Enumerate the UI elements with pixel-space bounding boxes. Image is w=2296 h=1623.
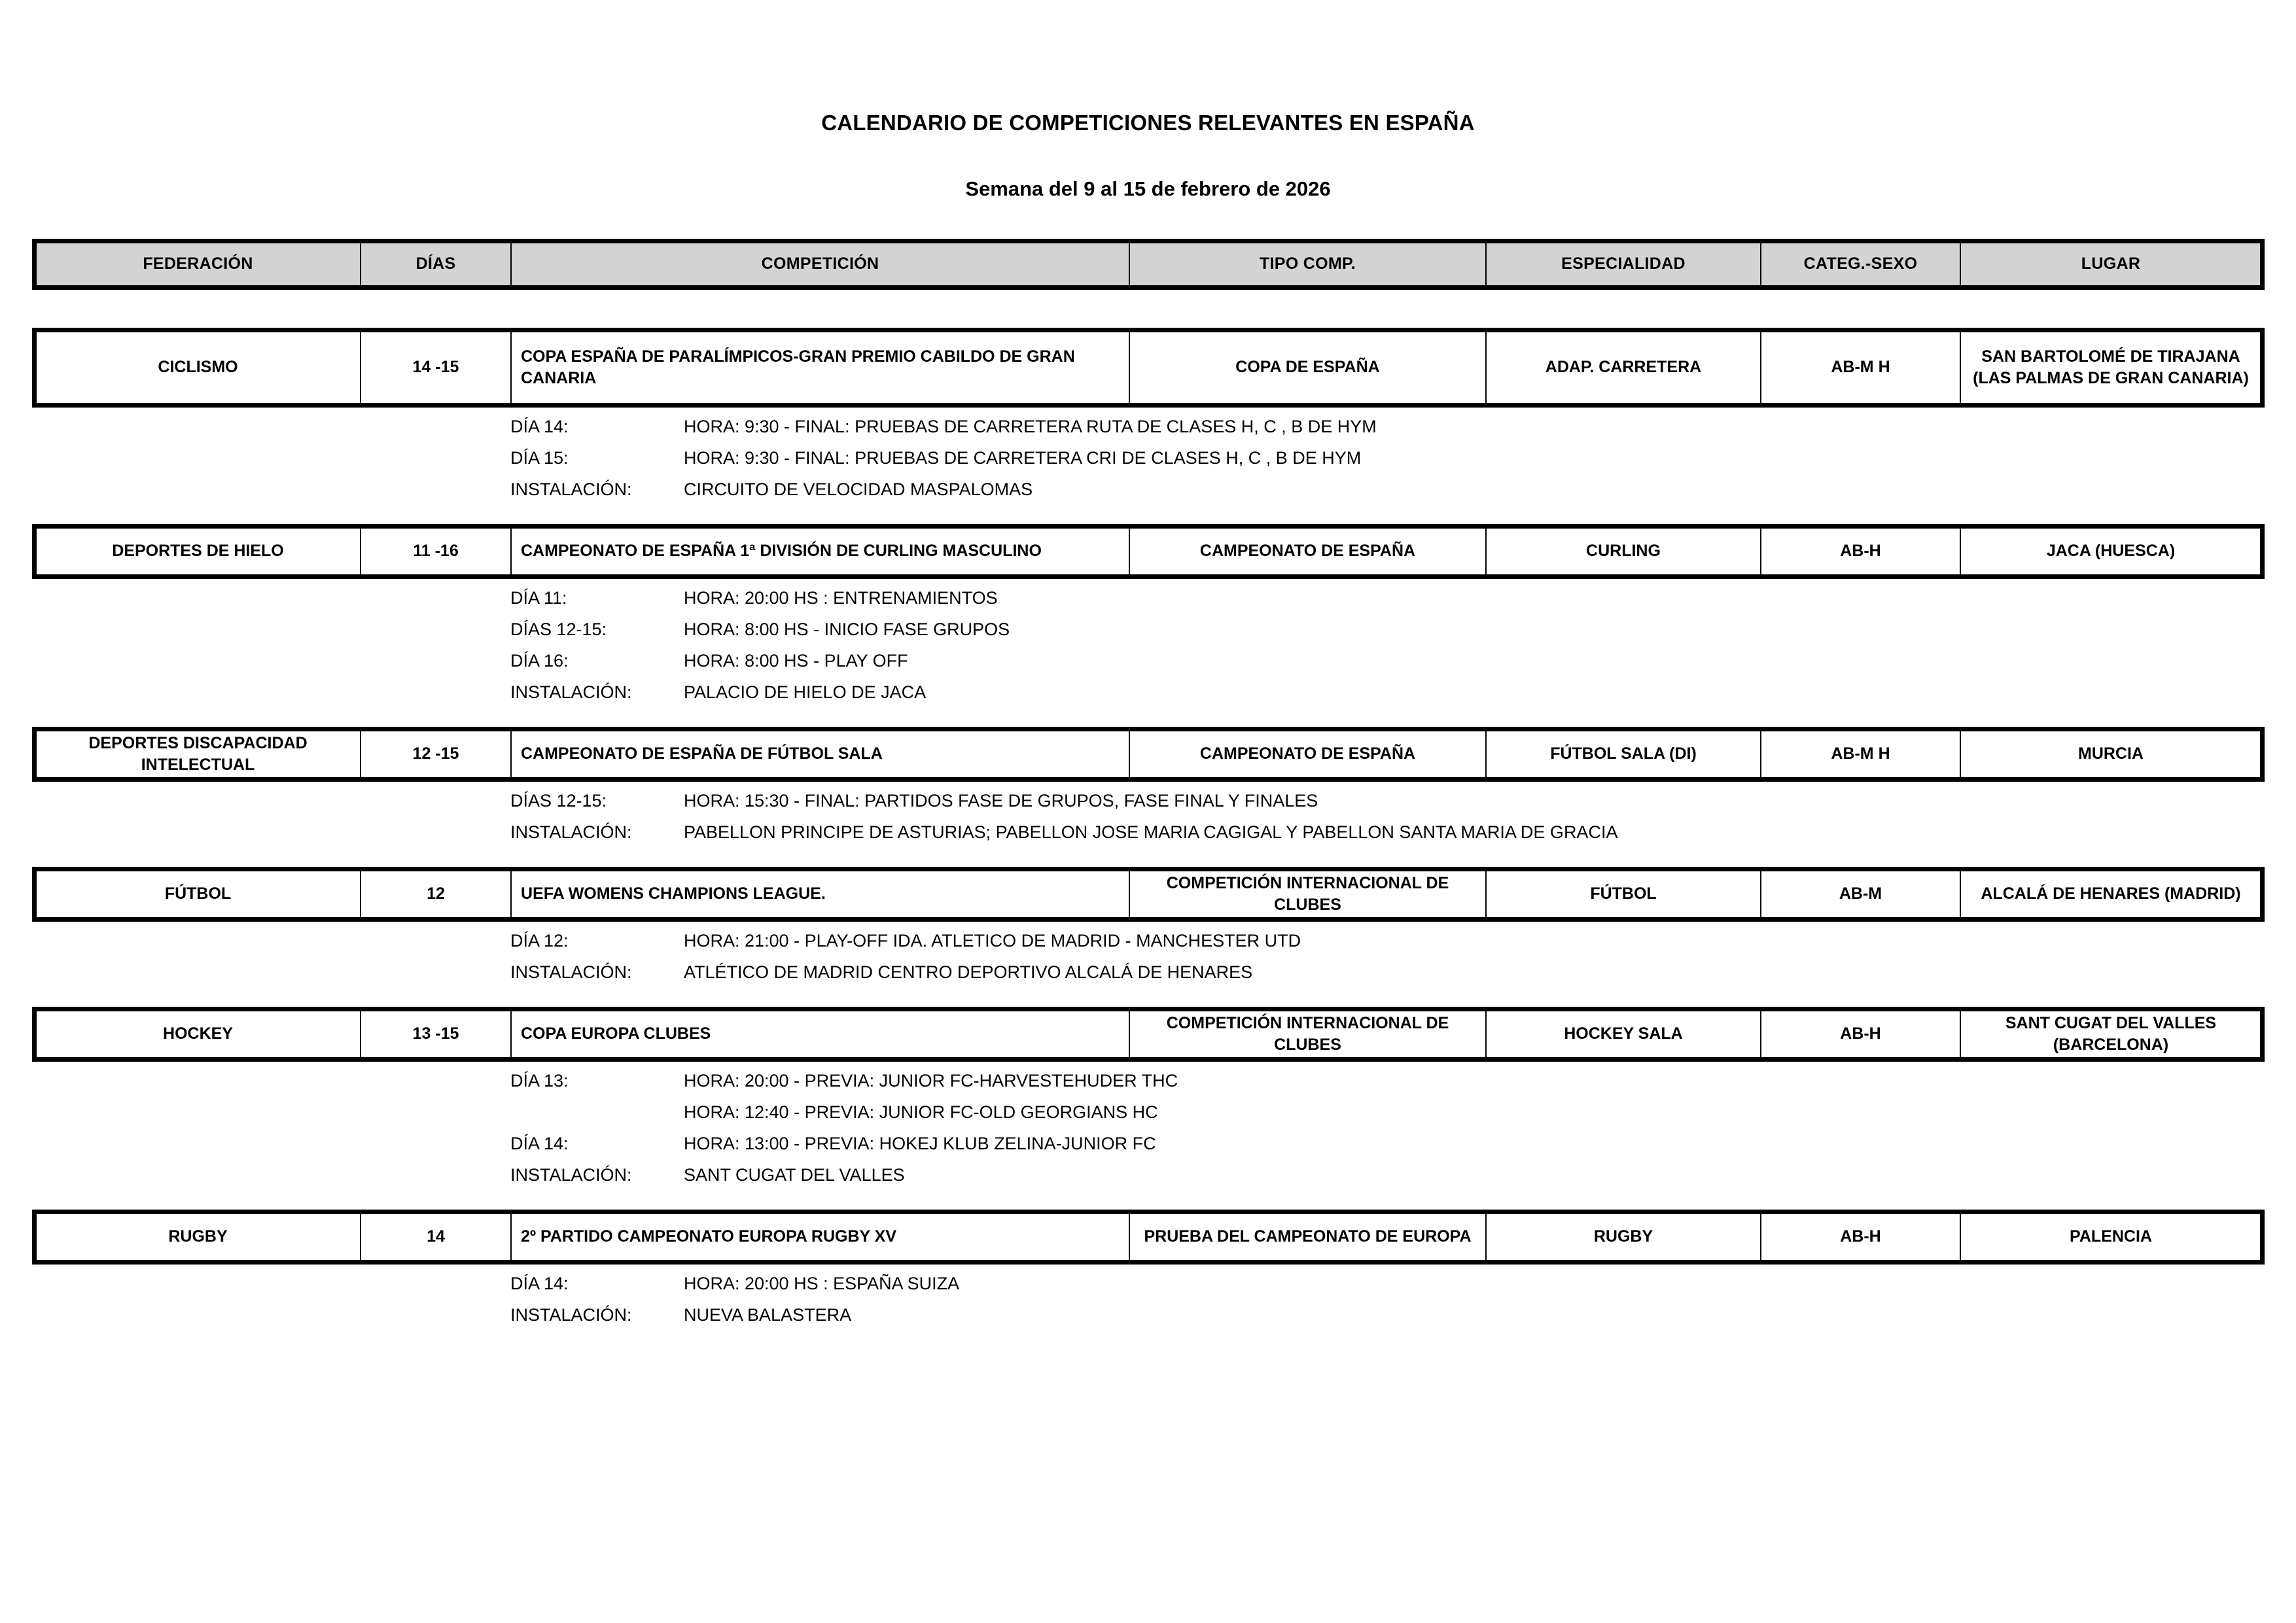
detail-list	[35, 919, 2261, 995]
detail-row	[510, 589, 2261, 621]
detail-row	[510, 1166, 2261, 1198]
cell-lugar: SAN BARTOLOMÉ DE TIRAJANA (LAS PALMAS DE GRAN CANARIA)	[1960, 331, 2261, 404]
table-row	[35, 331, 2261, 404]
detail-list	[35, 576, 2261, 715]
detail-row	[510, 1306, 2261, 1338]
detail-text: HORA: 21:00 - PLAY-OFF IDA. ATLETICO DE MADRID - MANCHESTER UTD	[684, 930, 1301, 951]
detail-text: HORA: 13:00 - PREVIA: HOKEJ KLUB ZELINA-JUNIOR FC	[684, 1133, 1156, 1153]
header-spacer	[35, 287, 2261, 330]
cell-especialidad: FÚTBOL SALA (DI)	[1486, 730, 1761, 778]
detail-text: HORA: 20:00 - PREVIA: JUNIOR FC-HARVESTEHUDER THC	[684, 1070, 1178, 1091]
cell-dias: 14 -15	[361, 331, 511, 404]
cell-especialidad: RUGBY	[1486, 1213, 1761, 1261]
cell-especialidad: ADAP. CARRETERA	[1486, 331, 1761, 404]
detail-text: HORA: 20:00 HS : ESPAÑA SUIZA	[684, 1273, 960, 1293]
competition-block	[35, 1009, 2261, 1198]
competition-row-table	[35, 1212, 2262, 1262]
detail-label: DÍA 15:	[510, 447, 569, 468]
detail-list	[35, 1262, 2261, 1338]
cell-categ-sexo: AB-H	[1761, 527, 1960, 576]
cell-federacion: RUGBY	[35, 1213, 361, 1261]
detail-label: INSTALACIÓN:	[510, 962, 632, 982]
competition-blocks	[35, 330, 2261, 1338]
detail-label: INSTALACIÓN:	[510, 822, 632, 842]
competition-block	[35, 729, 2261, 855]
detail-row	[510, 481, 2261, 512]
page-subtitle: Semana del 9 al 15 de febrero de 2026	[965, 177, 1331, 200]
detail-text: HORA: 20:00 HS : ENTRENAMIENTOS	[684, 587, 998, 608]
column-header-dias: DÍAS	[361, 242, 511, 287]
table-row	[35, 730, 2261, 778]
competition-row-table	[35, 1009, 2262, 1059]
cell-federacion: HOCKEY	[35, 1010, 361, 1058]
detail-label: DÍA 14:	[510, 416, 569, 436]
competition-row-table	[35, 527, 2262, 576]
detail-row	[510, 652, 2261, 684]
page-title: CALENDARIO DE COMPETICIONES RELEVANTES EN ESPAÑA	[821, 111, 1475, 135]
table-row	[35, 1213, 2261, 1261]
cell-categ-sexo: AB-H	[1761, 1010, 1960, 1058]
detail-text: NUEVA BALASTERA	[684, 1304, 852, 1325]
competition-block	[35, 869, 2261, 995]
detail-text: HORA: 12:40 - PREVIA: JUNIOR FC-OLD GEORGIANS HC	[684, 1102, 1158, 1122]
cell-competicion: COPA ESPAÑA DE PARALÍMPICOS-GRAN PREMIO CABILDO DE GRAN CANARIA	[511, 331, 1129, 404]
detail-text: SANT CUGAT DEL VALLES	[684, 1164, 905, 1185]
cell-lugar: MURCIA	[1960, 730, 2261, 778]
competition-row-table	[35, 330, 2262, 405]
detail-row	[510, 792, 2261, 824]
cell-competicion: COPA EUROPA CLUBES	[511, 1010, 1129, 1058]
detail-label: INSTALACIÓN:	[510, 1304, 632, 1325]
cell-federacion: CICLISMO	[35, 331, 361, 404]
detail-label: DÍA 16:	[510, 650, 569, 671]
detail-row	[510, 824, 2261, 855]
cell-lugar: SANT CUGAT DEL VALLES (BARCELONA)	[1960, 1010, 2261, 1058]
detail-label: INSTALACIÓN:	[510, 682, 632, 702]
detail-text: HORA: 15:30 - FINAL: PARTIDOS FASE DE GRUPOS, FASE FINAL Y FINALES	[684, 790, 1318, 811]
detail-row	[510, 684, 2261, 715]
detail-list	[35, 405, 2261, 512]
column-header-competicion: COMPETICIÓN	[511, 242, 1129, 287]
detail-label: DÍAS 12-15:	[510, 619, 607, 639]
cell-lugar: PALENCIA	[1960, 1213, 2261, 1261]
competition-row-table	[35, 729, 2262, 779]
cell-competicion: CAMPEONATO DE ESPAÑA 1ª DIVISIÓN DE CURLING MASCULINO	[511, 527, 1129, 576]
title-block	[0, 0, 2296, 201]
cell-competicion: UEFA WOMENS CHAMPIONS LEAGUE.	[511, 870, 1129, 918]
detail-text: ATLÉTICO DE MADRID CENTRO DEPORTIVO ALCALÁ DE HENARES	[684, 962, 1253, 982]
cell-categ-sexo: AB-H	[1761, 1213, 1960, 1261]
detail-label: INSTALACIÓN:	[510, 1164, 632, 1185]
table-row	[35, 870, 2261, 918]
cell-dias: 13 -15	[361, 1010, 511, 1058]
cell-dias: 12	[361, 870, 511, 918]
detail-label: DÍA 14:	[510, 1133, 569, 1153]
cell-federacion: DEPORTES DISCAPACIDAD INTELECTUAL	[35, 730, 361, 778]
detail-row	[510, 1275, 2261, 1306]
cell-competicion: 2º PARTIDO CAMPEONATO EUROPA RUGBY XV	[511, 1213, 1129, 1261]
cell-lugar: JACA (HUESCA)	[1960, 527, 2261, 576]
detail-row	[510, 964, 2261, 995]
detail-text: CIRCUITO DE VELOCIDAD MASPALOMAS	[684, 479, 1033, 499]
column-header-federacion: FEDERACIÓN	[35, 242, 361, 287]
cell-tipo-comp: CAMPEONATO DE ESPAÑA	[1129, 730, 1486, 778]
cell-tipo-comp: CAMPEONATO DE ESPAÑA	[1129, 527, 1486, 576]
detail-row	[510, 932, 2261, 964]
detail-text: PALACIO DE HIELO DE JACA	[684, 682, 927, 702]
detail-label: DÍA 12:	[510, 930, 569, 951]
column-header-lugar: LUGAR	[1960, 242, 2261, 287]
detail-text: PABELLON PRINCIPE DE ASTURIAS; PABELLON JOSE MARIA CAGIGAL Y PABELLON SANTA MARIA DE GRACIA	[684, 822, 1618, 842]
cell-tipo-comp: PRUEBA DEL CAMPEONATO DE EUROPA	[1129, 1213, 1486, 1261]
header-row	[35, 242, 2261, 287]
column-header-tipo-comp: TIPO COMP.	[1129, 242, 1486, 287]
table-row	[35, 527, 2261, 576]
column-header-categ-sexo: CATEG.-SEXO	[1761, 242, 1960, 287]
calendar-table-area	[0, 241, 2296, 1338]
detail-row	[510, 449, 2261, 481]
detail-text: HORA: 8:00 HS - PLAY OFF	[684, 650, 908, 671]
cell-dias: 12 -15	[361, 730, 511, 778]
detail-text: HORA: 9:30 - FINAL: PRUEBAS DE CARRETERA CRI DE CLASES H, C , B DE HYM	[684, 447, 1362, 468]
competition-block	[35, 1212, 2261, 1338]
cell-dias: 11 -16	[361, 527, 511, 576]
cell-lugar: ALCALÁ DE HENARES (MADRID)	[1960, 870, 2261, 918]
competition-block	[35, 330, 2261, 512]
cell-especialidad: HOCKEY SALA	[1486, 1010, 1761, 1058]
detail-list	[35, 1059, 2261, 1198]
cell-categ-sexo: AB-M H	[1761, 730, 1960, 778]
competition-block	[35, 527, 2261, 715]
detail-label: DÍAS 12-15:	[510, 790, 607, 811]
cell-tipo-comp: COMPETICIÓN INTERNACIONAL DE CLUBES	[1129, 1010, 1486, 1058]
cell-competicion: CAMPEONATO DE ESPAÑA DE FÚTBOL SALA	[511, 730, 1129, 778]
cell-federacion: FÚTBOL	[35, 870, 361, 918]
cell-dias: 14	[361, 1213, 511, 1261]
cell-especialidad: FÚTBOL	[1486, 870, 1761, 918]
cell-categ-sexo: AB-M H	[1761, 331, 1960, 404]
cell-tipo-comp: COMPETICIÓN INTERNACIONAL DE CLUBES	[1129, 870, 1486, 918]
cell-tipo-comp: COPA DE ESPAÑA	[1129, 331, 1486, 404]
detail-label: DÍA 11:	[510, 587, 567, 608]
detail-label: DÍA 13:	[510, 1070, 569, 1091]
detail-text: HORA: 8:00 HS - INICIO FASE GRUPOS	[684, 619, 1010, 639]
cell-categ-sexo: AB-M	[1761, 870, 1960, 918]
detail-list	[35, 779, 2261, 855]
detail-row	[510, 418, 2261, 449]
column-header-especialidad: ESPECIALIDAD	[1486, 242, 1761, 287]
detail-label: INSTALACIÓN:	[510, 479, 632, 499]
detail-row	[510, 621, 2261, 652]
cell-especialidad: CURLING	[1486, 527, 1761, 576]
detail-label: DÍA 14:	[510, 1273, 569, 1293]
cell-federacion: DEPORTES DE HIELO	[35, 527, 361, 576]
detail-row	[510, 1104, 2261, 1135]
detail-row	[510, 1072, 2261, 1104]
detail-text: HORA: 9:30 - FINAL: PRUEBAS DE CARRETERA RUTA DE CLASES H, C , B DE HYM	[684, 416, 1377, 436]
table-header	[35, 241, 2262, 287]
table-row	[35, 1010, 2261, 1058]
detail-row	[510, 1135, 2261, 1166]
competition-row-table	[35, 869, 2262, 919]
